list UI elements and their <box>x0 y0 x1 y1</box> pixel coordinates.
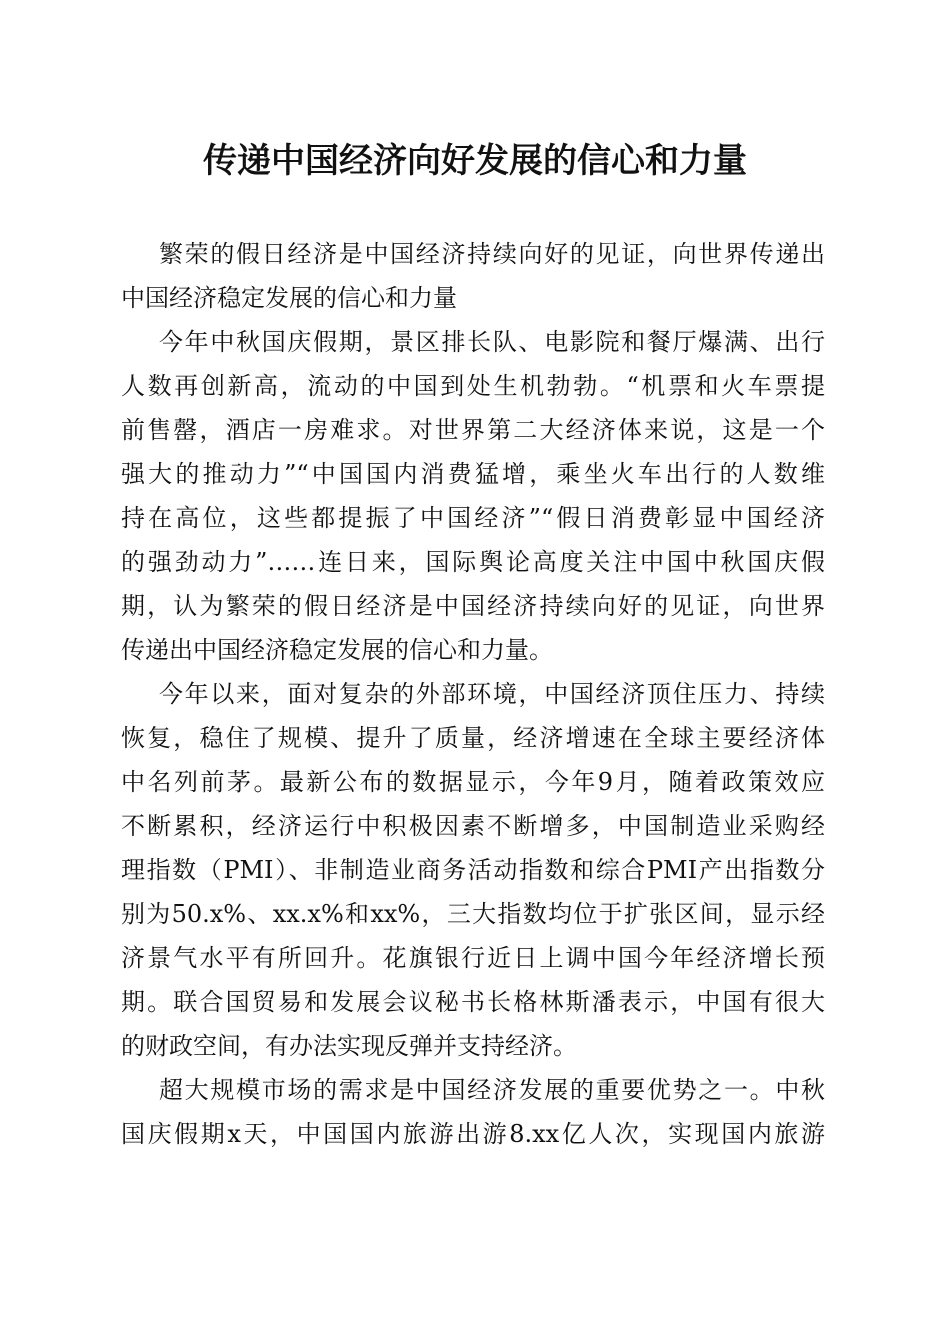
text-line: 超大规模市场的需求是中国经济发展的重要优势之一。中秋 <box>159 1076 825 1104</box>
paragraph-1 <box>121 232 825 320</box>
text-line: 繁荣的假日经济是中国经济持续向好的见证，向世界传递出 <box>159 240 825 268</box>
text-line: 的财政空间，有办法实现反弹并支持经济。 <box>121 1032 577 1060</box>
text-line: 前售罄，酒店一房难求。对世界第二大经济体来说，这是一个 <box>121 416 825 444</box>
text-line: 期。联合国贸易和发展会议秘书长格林斯潘表示，中国有很大 <box>121 988 825 1016</box>
text-line: 传递出中国经济稳定发展的信心和力量。 <box>121 636 553 664</box>
text-line: 国庆假期x天，中国国内旅游出游8.xx亿人次，实现国内旅游 <box>121 1120 825 1148</box>
text-line: 不断累积，经济运行中积极因素不断增多，中国制造业采购经 <box>121 812 825 840</box>
text-line: 强大的推动力”“中国国内消费猛增，乘坐火车出行的人数维 <box>121 460 825 488</box>
paragraph-4 <box>121 1068 825 1156</box>
text-line: 持在高位，这些都提振了中国经济”“假日消费彰显中国经济 <box>121 504 825 532</box>
text-line: 人数再创新高，流动的中国到处生机勃勃。“机票和火车票提 <box>121 372 825 400</box>
paragraph-2 <box>121 320 825 672</box>
text-line: 期，认为繁荣的假日经济是中国经济持续向好的见证，向世界 <box>121 592 825 620</box>
text-line: 的强劲动力”……连日来，国际舆论高度关注中国中秋国庆假 <box>121 548 825 576</box>
text-line: 中国经济稳定发展的信心和力量 <box>121 284 457 312</box>
text-line: 恢复，稳住了规模、提升了质量，经济增速在全球主要经济体 <box>121 724 825 752</box>
text-line: 今年以来，面对复杂的外部环境，中国经济顶住压力、持续 <box>159 680 825 708</box>
document-body <box>121 232 825 1156</box>
text-line: 理指数（PMI）、非制造业商务活动指数和综合PMI产出指数分 <box>121 856 825 884</box>
paragraph-3 <box>121 672 825 1068</box>
document-title: 传递中国经济向好发展的信心和力量 <box>203 141 747 181</box>
text-line: 中名列前茅。最新公布的数据显示，今年9月，随着政策效应 <box>121 768 825 796</box>
text-line: 济景气水平有所回升。花旗银行近日上调中国今年经济增长预 <box>121 944 825 972</box>
text-line: 别为50.x%、xx.x%和xx%，三大指数均位于扩张区间，显示经 <box>121 900 825 928</box>
text-line: 今年中秋国庆假期，景区排长队、电影院和餐厅爆满、出行 <box>159 328 825 356</box>
